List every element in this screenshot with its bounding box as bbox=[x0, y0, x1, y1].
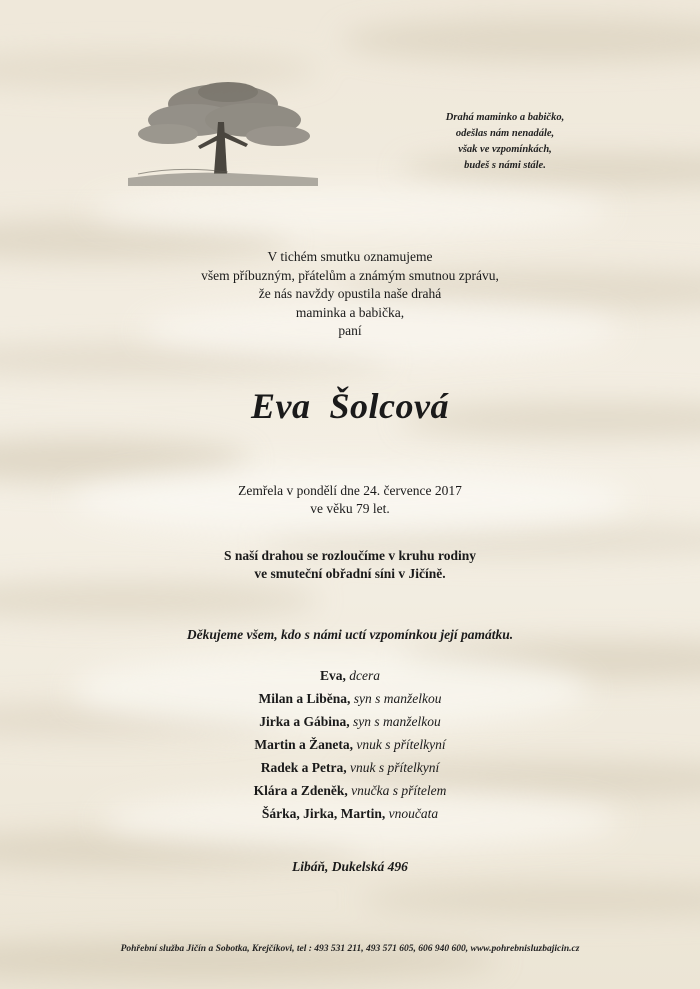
farewell-line: ve smuteční obřadní síni v Jičíně. bbox=[254, 566, 446, 581]
family-relation: syn s manželkou bbox=[353, 714, 441, 729]
family-names: Milan a Liběna, bbox=[258, 691, 351, 706]
death-age: ve věku 79 let. bbox=[310, 501, 390, 516]
family-relation: dcera bbox=[349, 668, 380, 683]
family-relation: vnučka s přítelem bbox=[351, 783, 447, 798]
family-member bbox=[150, 664, 550, 687]
announcement-intro bbox=[150, 248, 550, 341]
family-names: Jirka a Gábina, bbox=[259, 714, 350, 729]
family-relation: vnuk s přítelkyní bbox=[356, 737, 446, 752]
family-member bbox=[150, 733, 550, 756]
family-member bbox=[150, 710, 550, 733]
family-address: Libáň, Dukelská 496 bbox=[292, 859, 408, 874]
family-names: Šárka, Jirka, Martin, bbox=[261, 806, 386, 821]
family-relation: syn s manželkou bbox=[353, 691, 442, 706]
farewell-notice bbox=[150, 547, 550, 583]
family-member bbox=[150, 756, 550, 779]
family-names: Klára a Zdeněk, bbox=[253, 783, 348, 798]
poem-line: budeš s námi stále. bbox=[464, 160, 546, 171]
funeral-service-footer: Pohřební služba Jičín a Sobotka, Krejčíkovi, tel : 493 531 211, 493 571 605, 606 940 600, www.pohrebnisluzbajicin.cz bbox=[120, 944, 580, 954]
deceased-name: Eva Šolcová bbox=[251, 386, 449, 426]
family-member bbox=[150, 687, 550, 710]
intro-line: paní bbox=[338, 323, 362, 338]
farewell-line: S naší drahou se rozloučíme v kruhu rodiny bbox=[224, 548, 476, 563]
family-names: Radek a Petra, bbox=[260, 760, 347, 775]
family-member bbox=[150, 802, 550, 825]
family-names: Martin a Žaneta, bbox=[254, 737, 353, 752]
intro-line: všem příbuzným, přátelům a známým smutnou zprávu, bbox=[201, 267, 499, 283]
family-member bbox=[150, 779, 550, 802]
intro-line: že nás navždy opustila naše drahá bbox=[258, 286, 442, 301]
family-list bbox=[150, 664, 550, 825]
family-relation: vnoučata bbox=[388, 806, 439, 821]
family-relation: vnuk s přítelkyní bbox=[350, 760, 440, 775]
family-names: Eva, bbox=[319, 668, 346, 683]
intro-line: V tichém smutku oznamujeme bbox=[267, 249, 433, 264]
death-date: Zemřela v pondělí dne 24. července 2017 bbox=[238, 483, 462, 498]
memorial-poem bbox=[420, 110, 590, 174]
poem-line: však ve vzpomínkách, bbox=[458, 144, 552, 155]
death-info bbox=[150, 482, 550, 518]
poem-line: Drahá maminko a babičko, bbox=[445, 112, 565, 123]
intro-line: maminka a babička, bbox=[295, 304, 405, 320]
poem-line: odešlas nám nenadále, bbox=[455, 128, 555, 139]
thanks-line: Děkujeme všem, kdo s námi uctí vzpomínkou její památku. bbox=[186, 627, 514, 642]
tree-illustration-icon bbox=[128, 74, 318, 186]
